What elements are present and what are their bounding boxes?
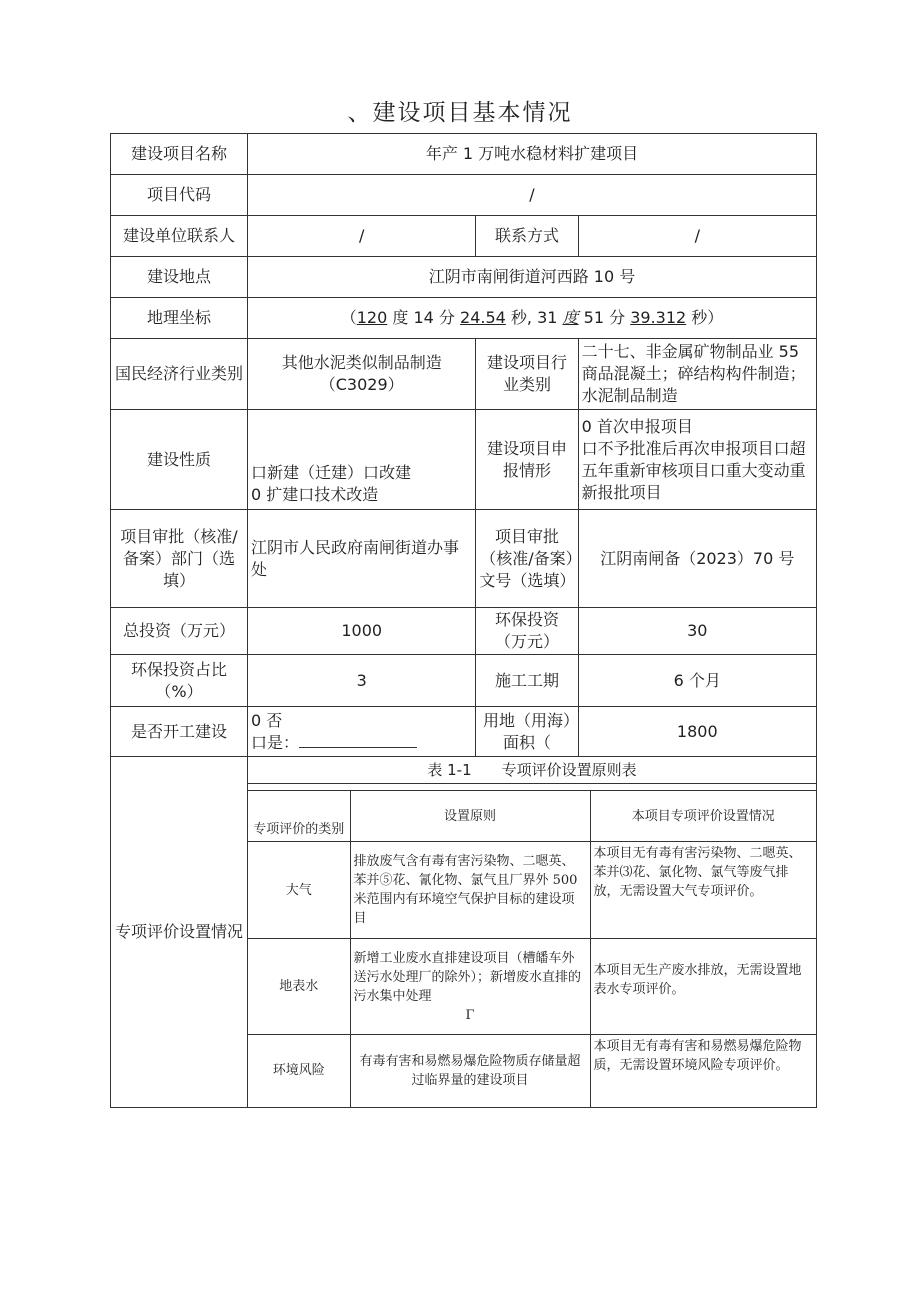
value-nature	[248, 410, 476, 510]
coord-close: 秒）	[686, 308, 724, 327]
row-invest	[111, 608, 817, 655]
row-project-name	[111, 134, 817, 175]
coord-open: （	[340, 308, 357, 327]
sub-principle-water	[350, 939, 590, 1035]
special-container	[248, 757, 817, 1108]
label-project-code: 项目代码	[111, 175, 248, 216]
coord-lat-deg: 度	[562, 308, 579, 327]
sub-header-row	[248, 791, 816, 842]
value-project-name: 年产 1 万吨水稳材料扩建项目	[248, 134, 817, 175]
row-started	[111, 707, 817, 757]
sub-row-water	[248, 939, 816, 1035]
declare-line-2: 口不予批准后再次申报项目口超五年重新审核项目口重大变动重新报批项目	[581, 438, 806, 502]
label-declare: 建设项目申报情形	[476, 410, 578, 510]
label-project-name: 建设项目名称	[111, 134, 248, 175]
declare-line-1: 0 首次申报项目	[581, 416, 693, 436]
value-declare	[578, 410, 816, 510]
label-contact-method: 联系方式	[476, 216, 578, 257]
sub-table-caption: 表 1-1 专项评价设置原则表	[248, 757, 816, 784]
sub-header-category: 专项评价的类别	[248, 791, 350, 842]
label-env-ratio: 环保投资占比（%）	[111, 655, 248, 707]
started-line-2: 口是：	[251, 732, 300, 752]
label-location: 建设地点	[111, 257, 248, 298]
label-project-industry: 建设项目行业类别	[476, 339, 578, 410]
label-coords: 地理坐标	[111, 298, 248, 339]
coord-lat-sec: 39.312	[630, 308, 687, 327]
value-env-invest: 30	[578, 608, 816, 655]
sub-status-risk: 本项目无有毒有害和易燃易爆危险物质，无需设置环境风险专项评价。	[590, 1035, 816, 1107]
sub-category-air: 大气	[248, 842, 350, 939]
value-approval-no: 江阴南闸备（2023）70 号	[578, 510, 816, 608]
row-location	[111, 257, 817, 298]
label-env-invest: 环保投资（万元）	[476, 608, 578, 655]
label-industry: 国民经济行业类别	[111, 339, 248, 410]
sub-principle-water-text: 新增工业废水直排建设项目（槽皤车外送污水处理厂的除外）；新增废水直排的污水集中处理	[353, 950, 582, 1004]
blank-line	[299, 733, 417, 748]
label-approval-no: 项目审批（核准/备案）文号（选填）	[476, 510, 578, 608]
coord-text-3: 51 分	[578, 308, 631, 327]
coord-text-2: 秒, 31	[505, 308, 563, 327]
label-nature: 建设性质	[111, 410, 248, 510]
value-location: 江阴市南闸街道河西路 10 号	[248, 257, 817, 298]
row-project-code	[111, 175, 817, 216]
coord-lon-deg: 120	[356, 308, 388, 327]
value-total-invest: 1000	[248, 608, 476, 655]
label-approval-dept: 项目审批（核准/备案）部门（选填）	[111, 510, 248, 608]
label-special: 专项评价设置情况	[111, 757, 248, 1108]
nature-line-1: 口新建（迁建）口改建	[251, 463, 412, 482]
sub-principle-air: 排放废气含有毒有害污染物、二嗯英、苯并⑤花、氰化物、氯气且厂界外 500 米范围内有环境空气保护目标的建设项目	[350, 842, 590, 939]
row-coords	[111, 298, 817, 339]
row-special	[111, 757, 817, 1108]
coord-lon-sec: 24.54	[460, 308, 506, 327]
page-title: 、建设项目基本情况	[347, 100, 573, 126]
value-period: 6 个月	[578, 655, 816, 707]
sub-header-principle: 设置原则	[350, 791, 590, 842]
value-approval-dept: 江阴市人民政府南闸街道办事处	[248, 510, 476, 608]
nature-line-2: 0 扩建口技术改造	[251, 485, 379, 504]
value-env-ratio: 3	[248, 655, 476, 707]
value-coords	[248, 298, 817, 339]
row-approval	[111, 510, 817, 608]
label-period: 施工工期	[476, 655, 578, 707]
label-area: 用地（用海）面积（	[476, 707, 578, 757]
value-area: 1800	[578, 707, 816, 757]
sub-row-air	[248, 842, 816, 939]
special-eval-table	[248, 790, 816, 1107]
row-industry	[111, 339, 817, 410]
value-project-industry: 二十七、非金属矿物制品业 55 商品混凝土；碎结构构件制造；水泥制品制造	[578, 339, 816, 410]
label-total-invest: 总投资（万元）	[111, 608, 248, 655]
started-line-1: 0 否	[251, 710, 283, 730]
label-started: 是否开工建设	[111, 707, 248, 757]
row-contact	[111, 216, 817, 257]
sub-category-risk: 环境风险	[248, 1035, 350, 1107]
value-industry: 其他水泥类似制品制造（C3029）	[248, 339, 476, 410]
sub-row-risk	[248, 1035, 816, 1107]
sub-principle-risk: 有毒有害和易燃易爆危险物质存储量超过临界量的建设项目	[350, 1035, 590, 1107]
row-ratio	[111, 655, 817, 707]
value-started	[248, 707, 476, 757]
basic-info-table	[110, 133, 817, 1108]
sub-header-status: 本项目专项评价设置情况	[590, 791, 816, 842]
sub-principle-water-extra: Γ	[465, 1007, 475, 1023]
value-project-code: /	[248, 175, 817, 216]
sub-status-air: 本项目无有毒有害污染物、二嗯英、苯并⑶花、氯化物、氯气等废气排放，无需设置大气专项评价。	[590, 842, 816, 939]
value-contact: /	[248, 216, 476, 257]
coord-text-1: 度 14 分	[387, 308, 461, 327]
label-contact: 建设单位联系人	[111, 216, 248, 257]
sub-category-water: 地表水	[248, 939, 350, 1035]
row-nature	[111, 410, 817, 510]
value-contact-method: /	[578, 216, 816, 257]
sub-status-water: 本项目无生产废水排放，无需设置地表水专项评价。	[590, 939, 816, 1035]
